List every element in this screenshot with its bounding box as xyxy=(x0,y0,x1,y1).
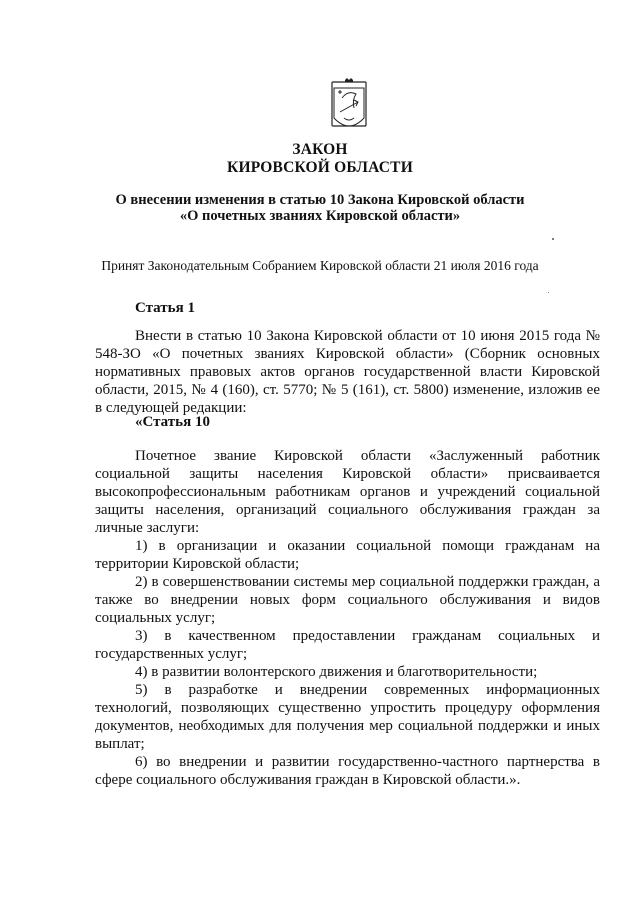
region-title: КИРОВСКОЙ ОБЛАСТИ xyxy=(227,159,413,176)
intro-paragraph-block xyxy=(95,327,600,417)
article-text-block xyxy=(95,447,600,789)
quoted-article-block xyxy=(95,413,600,431)
list-item: 2) в совершенствовании системы мер социальной поддержки граждан, а также во внедрении новых форм социального обслуживания и видов социальных услуг; xyxy=(95,574,600,626)
list-item: 1) в организации и оказании социальной помощи гражданам на территории Кировской области; xyxy=(95,538,600,572)
law-title: ЗАКОН xyxy=(292,141,348,158)
list-item: 4) в развитии волонтерского движения и благотворительности; xyxy=(135,664,538,680)
law-subtitle xyxy=(0,192,640,224)
adoption-statement: Принят Законодательным Собранием Кировской области 21 июля 2016 года xyxy=(101,258,539,273)
article-heading: Статья 1 xyxy=(135,300,195,316)
main-paragraph: Почетное звание Кировской области «Заслуженный работник социальной защиты населения Кировской области» присваивается высокопрофессиональным работникам органов и учреждений социальной защиты населения, организаций социального обслуживания граждан за личные заслуги: xyxy=(95,448,600,536)
subtitle-line-2: «О почетных званиях Кировской области» xyxy=(179,208,461,224)
list-item: 6) во внедрении и развитии государственно-частного партнерства в сфере социального обслуживания граждан в Кировской области.». xyxy=(95,754,600,788)
list-item: 5) в разработке и внедрении современных информационных технологий, позволяющих существенно упростить процедуру оформления документов, необходимых для получения мер социальной поддержки и иных выплат; xyxy=(95,682,600,752)
list-item: 3) в качественном предоставлении гражданам социальных и государственных услуг; xyxy=(95,628,600,662)
intro-paragraph: Внести в статью 10 Закона Кировской области от 10 июня 2015 года № 548-ЗО «О почетных званиях Кировской области» (Сборник основных нормативных правовых актов органов государственной власти Кировской области, 2015, № 4 (160), ст. 5770; № 5 (161), ст. 5800) изменение, изложив ее в следующей редакции: xyxy=(95,328,600,416)
scan-speck xyxy=(548,292,549,293)
coat-of-arms-emblem xyxy=(330,78,368,136)
quoted-article-heading: «Статья 10 xyxy=(135,414,210,430)
subtitle-line-1: О внесении изменения в статью 10 Закона Кировской области xyxy=(115,192,525,208)
scan-speck xyxy=(552,238,554,240)
